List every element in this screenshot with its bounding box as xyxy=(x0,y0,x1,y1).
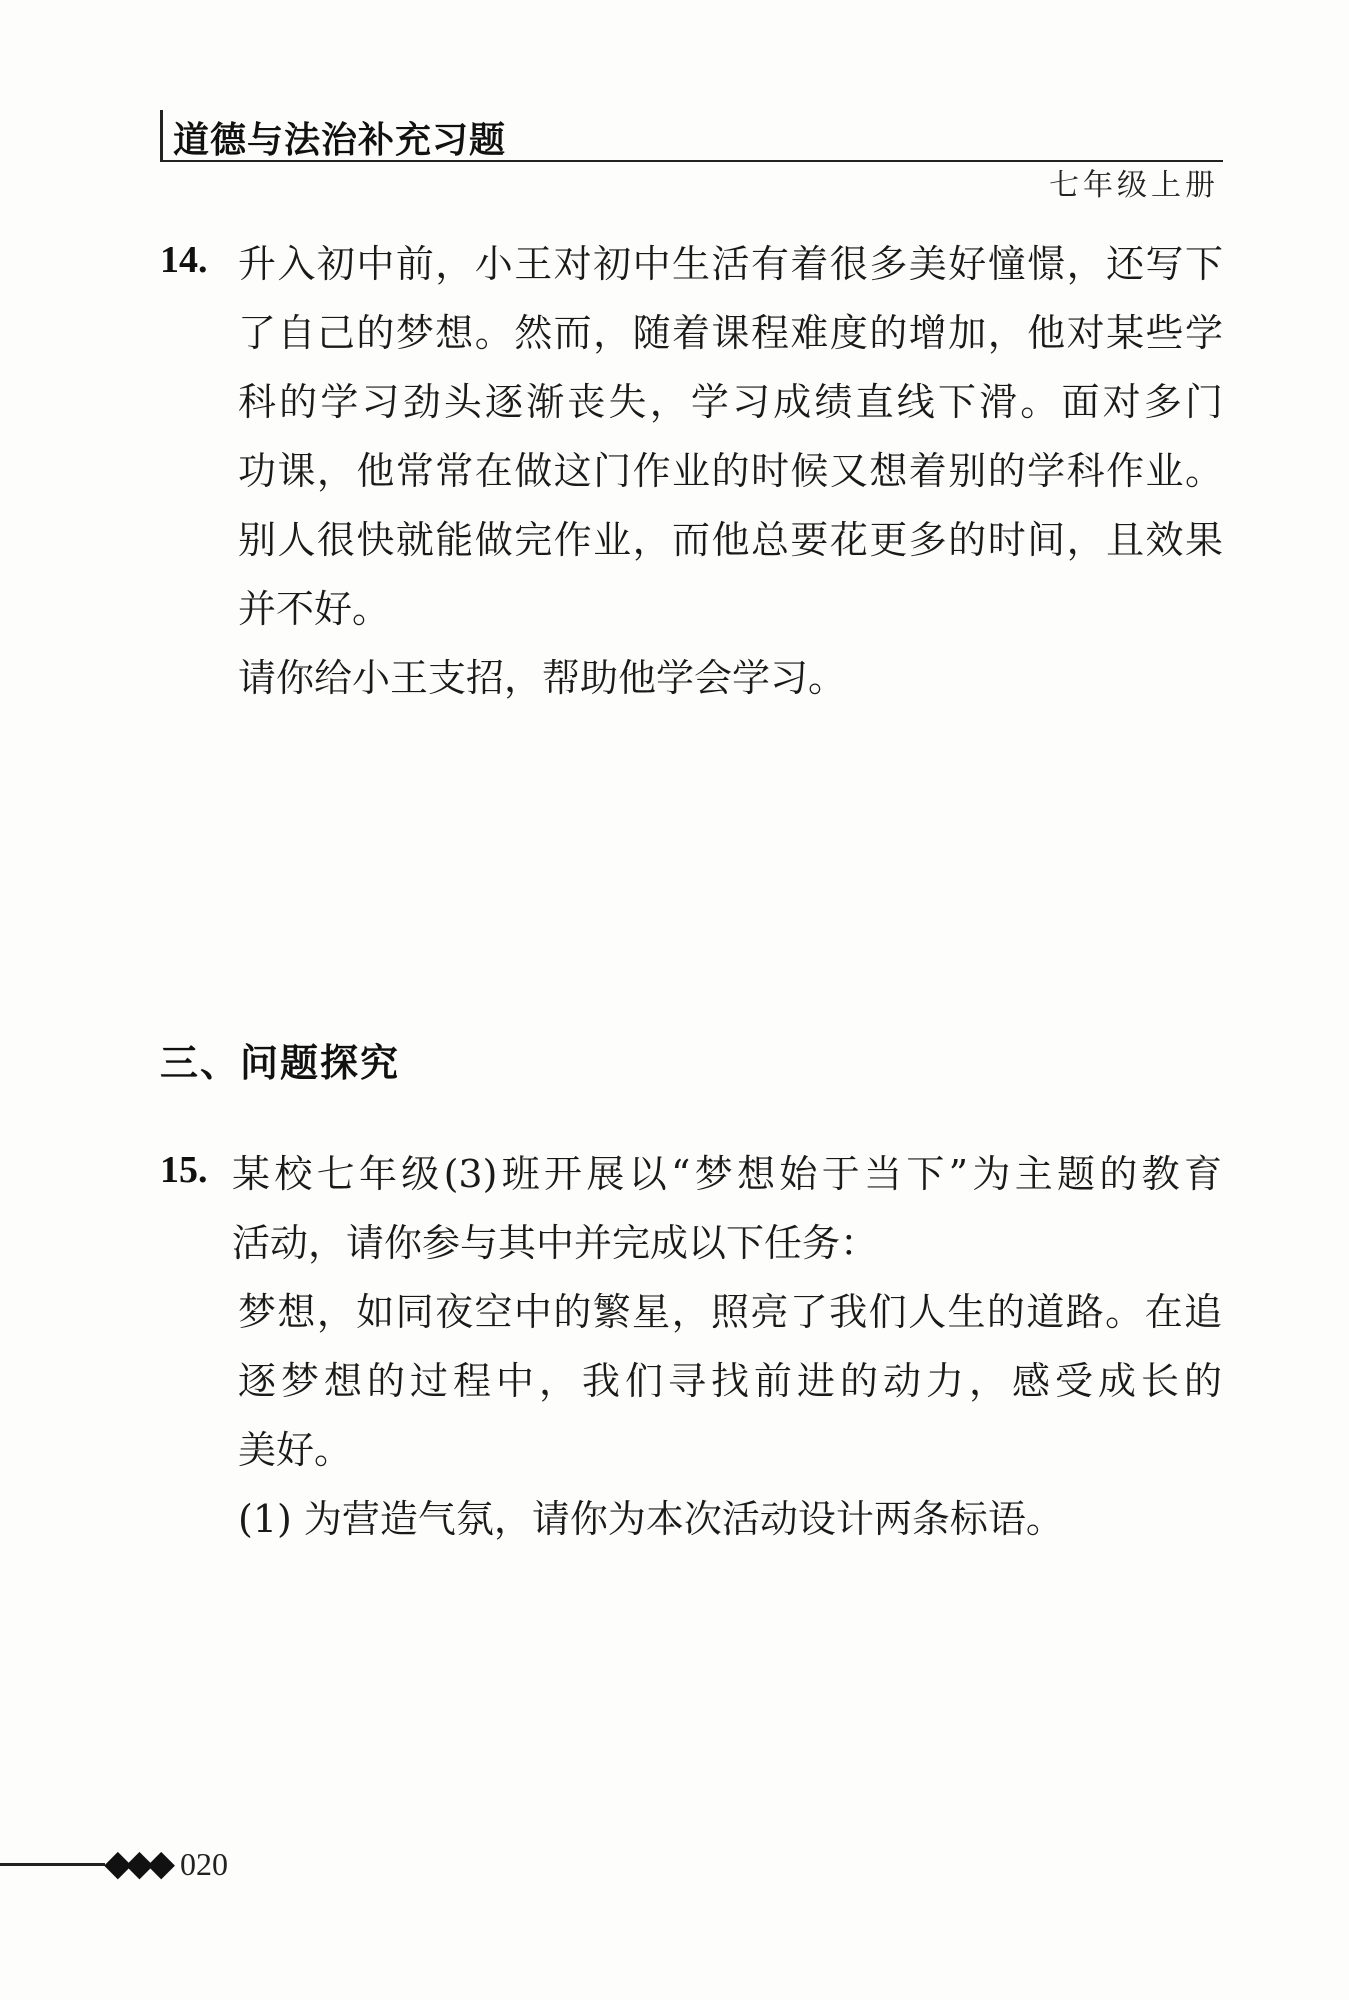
question-number: 15. xyxy=(160,1149,208,1191)
question-body xyxy=(232,1140,1222,1554)
passage-line: 美好。 xyxy=(238,1428,353,1472)
question-text-line: 并不好。 xyxy=(238,587,391,631)
question-text-line: 了自己的梦想。然而，随着课程难度的增加，他对某些学 xyxy=(238,311,1223,355)
question-text-line: 科的学习劲头逐渐丧失，学习成绩直线下滑。面对多门 xyxy=(238,380,1223,424)
footer-rule xyxy=(0,1863,105,1866)
question-prompt: 请你给小王支招，帮助他学会学习。 xyxy=(238,656,847,700)
question-text-line: 功课，他常常在做这门作业的时候又想着别的学科作业。 xyxy=(238,449,1223,493)
grade-volume-label: 七年级上册 xyxy=(1049,168,1219,203)
question-14 xyxy=(160,230,1223,700)
question-text-line: 升入初中前，小王对初中生活有着很多美好憧憬，还写下 xyxy=(238,242,1223,286)
diamond-ornament-icon: ◆◆◆ xyxy=(104,1843,170,1884)
question-number: 14. xyxy=(160,239,208,281)
question-text-line: 别人很快就能做完作业，而他总要花更多的时间，且效果 xyxy=(238,518,1223,562)
question-text-line: 活动，请你参与其中并完成以下任务： xyxy=(232,1221,879,1265)
passage-line: 逐梦想的过程中，我们寻找前进的动力，感受成长的 xyxy=(238,1359,1222,1403)
passage-line: 梦想，如同夜空中的繁星，照亮了我们人生的道路。在追 xyxy=(238,1290,1222,1334)
book-title: 道德与法治补充习题 xyxy=(173,120,507,161)
question-15 xyxy=(160,1140,1220,1540)
running-header xyxy=(160,110,1223,162)
sub-question-1: (1) 为营造气氛，请你为本次活动设计两条标语。 xyxy=(238,1497,1064,1541)
section-heading: 三、问题探究 xyxy=(160,1041,401,1085)
question-text-line: 某校七年级(3)班开展以“梦想始于当下”为主题的教育 xyxy=(232,1152,1222,1196)
page-number: 020 xyxy=(180,1846,228,1882)
question-body xyxy=(238,230,1223,713)
